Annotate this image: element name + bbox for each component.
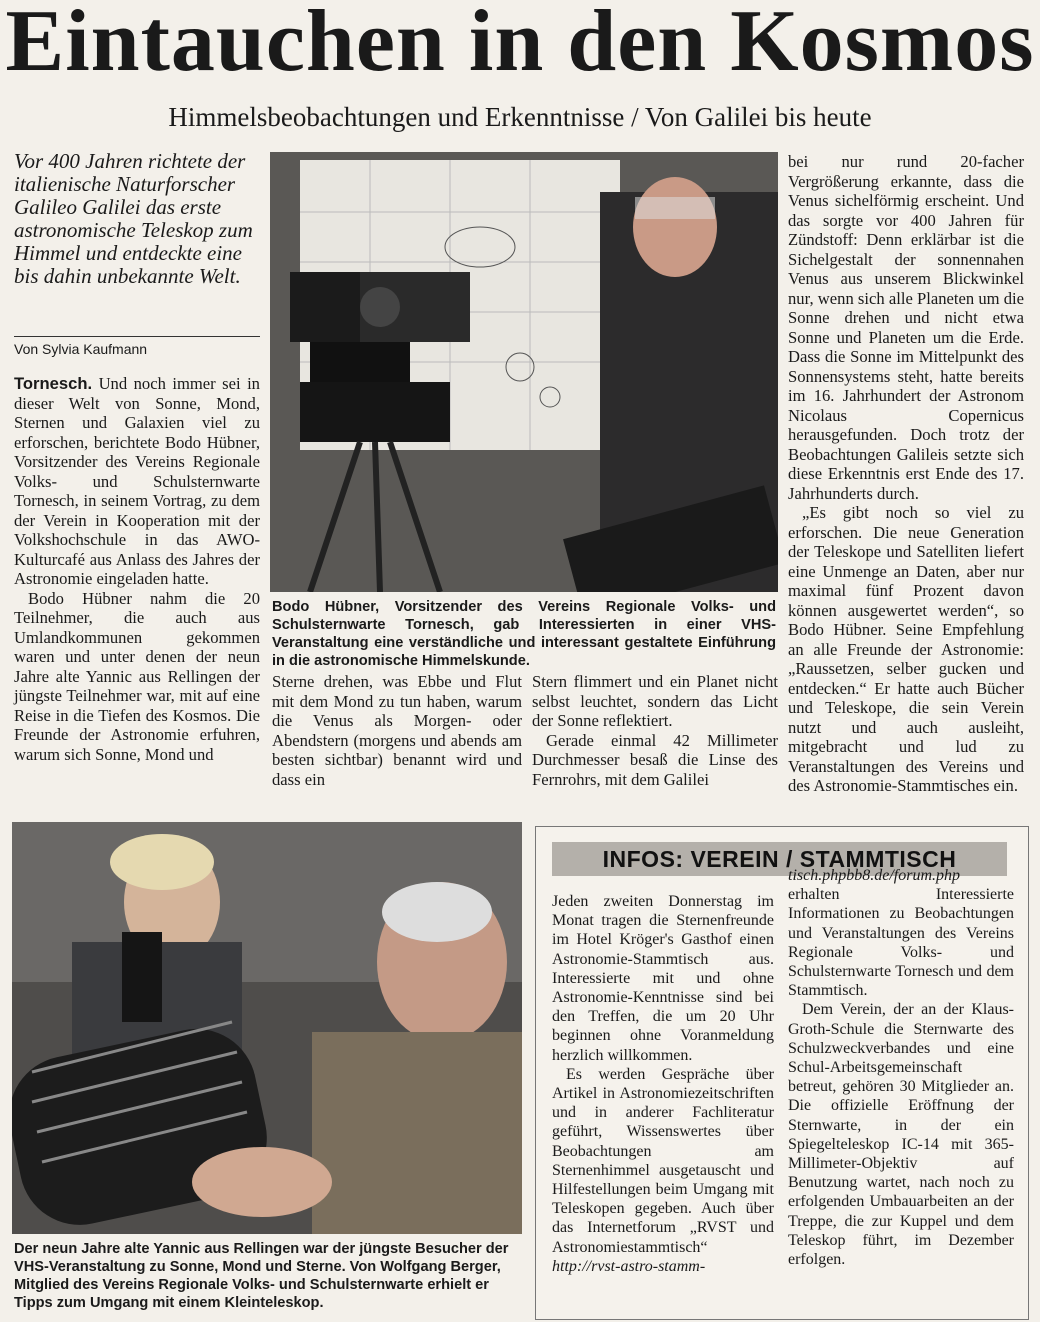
byline: Von Sylvia Kaufmann [14, 336, 260, 357]
info-column-left [552, 892, 774, 1276]
photo-caption-1: Bodo Hübner, Vorsitzender des Vereins Regionale Volks- und Schulsternwarte Tornesch, gab Interessierten in einer VHS-Veranstaltung eine verständliche und interessant gestaltete Einführung in die astronomische Himmelskunde. [272, 599, 776, 669]
dateline: Tornesch. [14, 374, 93, 393]
info-paragraph-text: Es werden Gespräche über Artikel in Astronomiezeitschriften und in anderer Fachliteratur geführt, Wissenswertes über Beobachtungen am Sternenhimmel ausgetauscht und Hilfestellungen beim Umgang mit Teleskopen gegeben. Auch über das Internetforum „RVST und Astronomiestammtisch“ [552, 1065, 774, 1256]
forum-url-part-2[interactable]: tisch.phpbb8.de/forum.php [788, 867, 960, 884]
info-paragraph [552, 1065, 774, 1276]
headline: Eintauchen in den Kosmos [5, 0, 1035, 90]
photo-caption-2: Der neun Jahre alte Yannic aus Rellingen war der jüngste Besucher der VHS-Veranstaltung zu Sonne, Mond und Sterne. Von Wolfgang Berger, Mitglied des Vereins Regionale Volks- und Schulsternwarte erhielt er Tipps zum Umgang mit einem Kleinteleskop. [14, 1241, 509, 1311]
photo-speaker-telescope [270, 152, 778, 592]
info-paragraph-text: erhalten Interessierte Informationen zu Beobachtungen und Veranstaltungen des Vereins Regionale Volks- und Schulsternwarte Tornesch und dem Stammtisch. [788, 886, 1014, 1000]
article-paragraph: Sterne drehen, was Ebbe und Flut mit dem Mond zu tun haben, warum die Venus als Morgen- oder Abendstern (morgens und abends am besten sichtbar) benannt wird und dass ein [272, 672, 522, 789]
article-column-2 [272, 672, 522, 789]
forum-url-part-1[interactable]: http://rvst-astro-stamm- [552, 1257, 706, 1275]
photo-illustration [270, 152, 778, 592]
article-paragraph: Und noch immer sei in dieser Welt von Sonne, Mond, Sternen und Galaxien viel zu erforschen, berichtete Bodo Hübner, Vorsitzender des Vereins Regionale Volks- und Schulsternwarte Tornesch, in seinem Vortrag, zu dem der Verein in Kooperation mit der Volkshochschule in das AWO-Kulturcafé aus Anlass des Jahres der Astronomie eingeladen hatte. [14, 374, 260, 588]
article-paragraph: „Es gibt noch so viel zu erforschen. Die neue Generation der Teleskope und Satelliten liefert eine Unmenge an Daten, aber nur maximal fünf Prozent davon können ausgewertet werden“, so Bodo Hübner. Seine Empfehlung an alle Freunde der Astronomie: „Raussetzen, selber gucken und entdecken.“ Er hatte auch Bücher und Teleskope, die sein Verein nutzt und auch ausleiht, mitgebracht und lud zu Veranstaltungen des Vereins und des Astronomie-Stammtisches ein. [788, 503, 1024, 795]
article-column-3 [532, 672, 778, 789]
info-box-title: INFOS: VEREIN / STAMMTISCH [552, 842, 1007, 876]
photo-boy-telescope [12, 822, 522, 1234]
info-paragraph: Jeden zweiten Donnerstag im Monat tragen die Sternenfreunde im Hotel Kröger's Gasthof einen Astronomie-Stammtisch aus. Interessierte mit und ohne Astronomie-Kenntnisse sind bei den Treffen, die um 20 Uhr beginnen ohne Voranmeldung herzlich willkommen. [552, 893, 774, 1064]
article-column-4 [788, 152, 1024, 796]
article-paragraph: Stern flimmert und ein Planet nicht selbst leuchtet, sondern das Licht der Sonne reflektiert. [532, 672, 778, 730]
article-paragraph: bei nur rund 20-facher Vergrößerung erkannte, dass die Venus sichelförmig erscheint. Und das sorgte vor 400 Jahren für Zündstoff: Denn erklärbar ist die Sichelgestalt der sonnennahen Venus aus unserem Blickwinkel nur, wenn sich alle Planeten um die Sonne drehen und nicht etwa Sonne und Planeten um die Erde. Dass die Sonne im Mittelpunkt des Sonnensystems steht, hatte bereits im 16. Jahrhundert der Astronom Nicolaus Copernicus herausgefunden. Doch trotz der Beobachtungen Galileis setzte sich diese Erkenntnis erst Ende des 17. Jahrhunderts durch. [788, 152, 1024, 503]
photo-illustration [12, 822, 522, 1234]
info-column-right [788, 866, 1014, 1269]
intro-text: Vor 400 Jahren richtete der italienische Naturforscher Galileo Galilei das erste astronomische Teleskop zum Himmel und entdeckte eine bis dahin unbekannte Welt. [14, 149, 253, 288]
article-paragraph: Gerade einmal 42 Millimeter Durchmesser besaß die Linse des Fernrohrs, mit dem Galilei [532, 730, 778, 789]
subheadline: Himmelsbeobachtungen und Erkenntnisse / Von Galilei bis heute [168, 102, 872, 132]
article-paragraph: Bodo Hübner nahm die 20 Teilnehmer, die auch aus Umlandkommunen gekommen waren und unter denen der neun Jahre alte Yannic aus Rellingen der jüngste Teilnehmer war, mit auf eine Reise in die Tiefen des Kosmos. Die Freunde der Astronomie erfuhren, warum sich Sonne, Mond und [14, 588, 260, 764]
article-column-1 [14, 374, 260, 764]
info-paragraph: Dem Verein, der an der Klaus-Groth-Schule die Sternwarte des Schulzweckverbandes und eine Schul-Arbeitsgemeinschaft betreut, gehören 30 Mitglieder an. Die offizielle Eröffnung der Sternwarte, in der ein Spiegelteleskop IC-14 mit 365-Millimeter-Objektiv auf Benutzung wartet, nach noch zu erfolgenden Umbauarbeiten an der Treppe, die zur Kuppel und dem Teleskop führt, im Dezember erfolgen. [788, 1001, 1014, 1269]
